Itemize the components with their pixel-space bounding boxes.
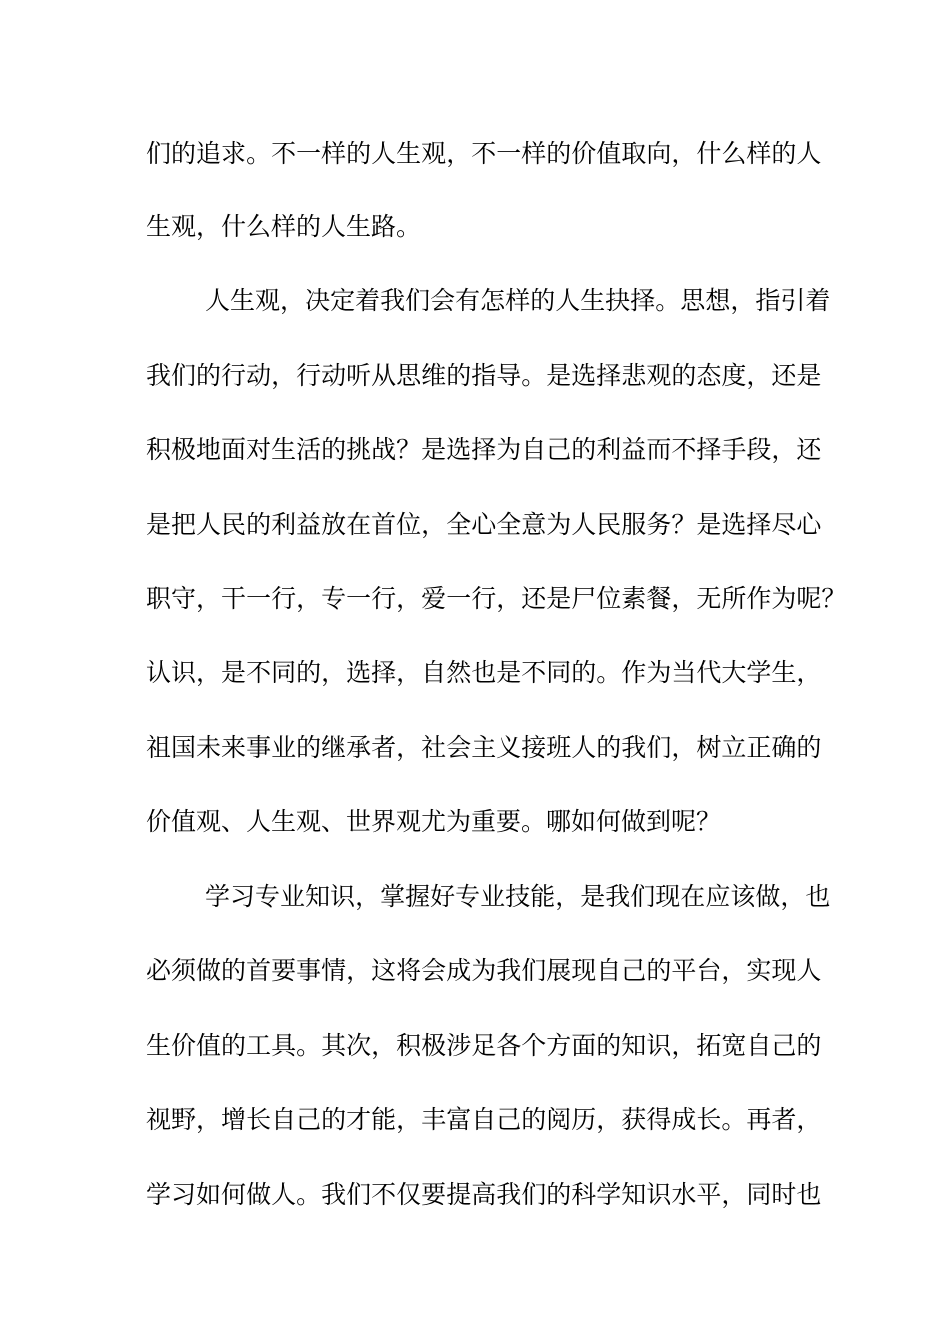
text-line-8: 认 识 ， 是 不 同 的 ， 选 择 ， 自 然 也 是 不 同 的 。 作 为 当 代 大 学 生 ， bbox=[146, 658, 822, 687]
text-line-4: 我 们 的 行 动 ， 行 动 听 从 思 维 的 指 导 。 是 选 择 悲 观 的 态 度 ， 还 是 bbox=[146, 361, 822, 390]
text-line-14: 视 野 ， 增 长 自 己 的 才 能 ， 丰 富 自 己 的 阅 历 ， 获 得 成 长 。 再 者 ， bbox=[146, 1105, 822, 1134]
text-line-11: 学 习 专 业 知 识 ， 掌 握 好 专 业 技 能 ， 是 我 们 现 在 应 该 做 ， 也 bbox=[205, 882, 831, 911]
text-line-6: 是 把 人 民 的 利 益 放 在 首 位 ， 全 心 全 意 为 人 民 服 务 ？ 是 选 择 尽 心 bbox=[146, 510, 822, 539]
text-line-7: 职 守 ， 干 一 行 ， 专 一 行 ， 爱 一 行 ， 还 是 尸 位 素 餐 ， 无 所 作 为 呢 ？ bbox=[146, 584, 847, 613]
text-line-10: 价值观、人生观、世界观尤为重要。哪如何做到呢？ bbox=[146, 807, 722, 836]
text-line-12: 必 须 做 的 首 要 事 情 ， 这 将 会 成 为 我 们 展 现 自 己 的 平 台 ， 实 现 人 bbox=[146, 956, 822, 985]
text-line-2: 生观，什么样的人生路。 bbox=[146, 212, 422, 241]
text-line-1: 们 的 追 求 。 不 一 样 的 人 生 观 ， 不 一 样 的 价 值 取 向 ， 什 么 样 的 人 bbox=[146, 139, 822, 168]
text-line-9: 祖 国 未 来 事 业 的 继 承 者 ， 社 会 主 义 接 班 人 的 我 们 ， 树 立 正 确 的 bbox=[146, 733, 822, 762]
text-line-5: 积 极 地 面 对 生 活 的 挑 战 ？ 是 选 择 为 自 己 的 利 益 而 不 择 手 段 ， 还 bbox=[146, 435, 822, 464]
text-line-13: 生 价 值 的 工 具 。 其 次 ， 积 极 涉 足 各 个 方 面 的 知 识 ， 拓 宽 自 己 的 bbox=[146, 1031, 822, 1060]
text-line-15: 学 习 如 何 做 人 。 我 们 不 仅 要 提 高 我 们 的 科 学 知 识 水 平 ， 同 时 也 bbox=[146, 1180, 822, 1209]
text-line-3: 人 生 观 ， 决 定 着 我 们 会 有 怎 样 的 人 生 抉 择 。 思 想 ， 指 引 着 bbox=[205, 286, 831, 315]
